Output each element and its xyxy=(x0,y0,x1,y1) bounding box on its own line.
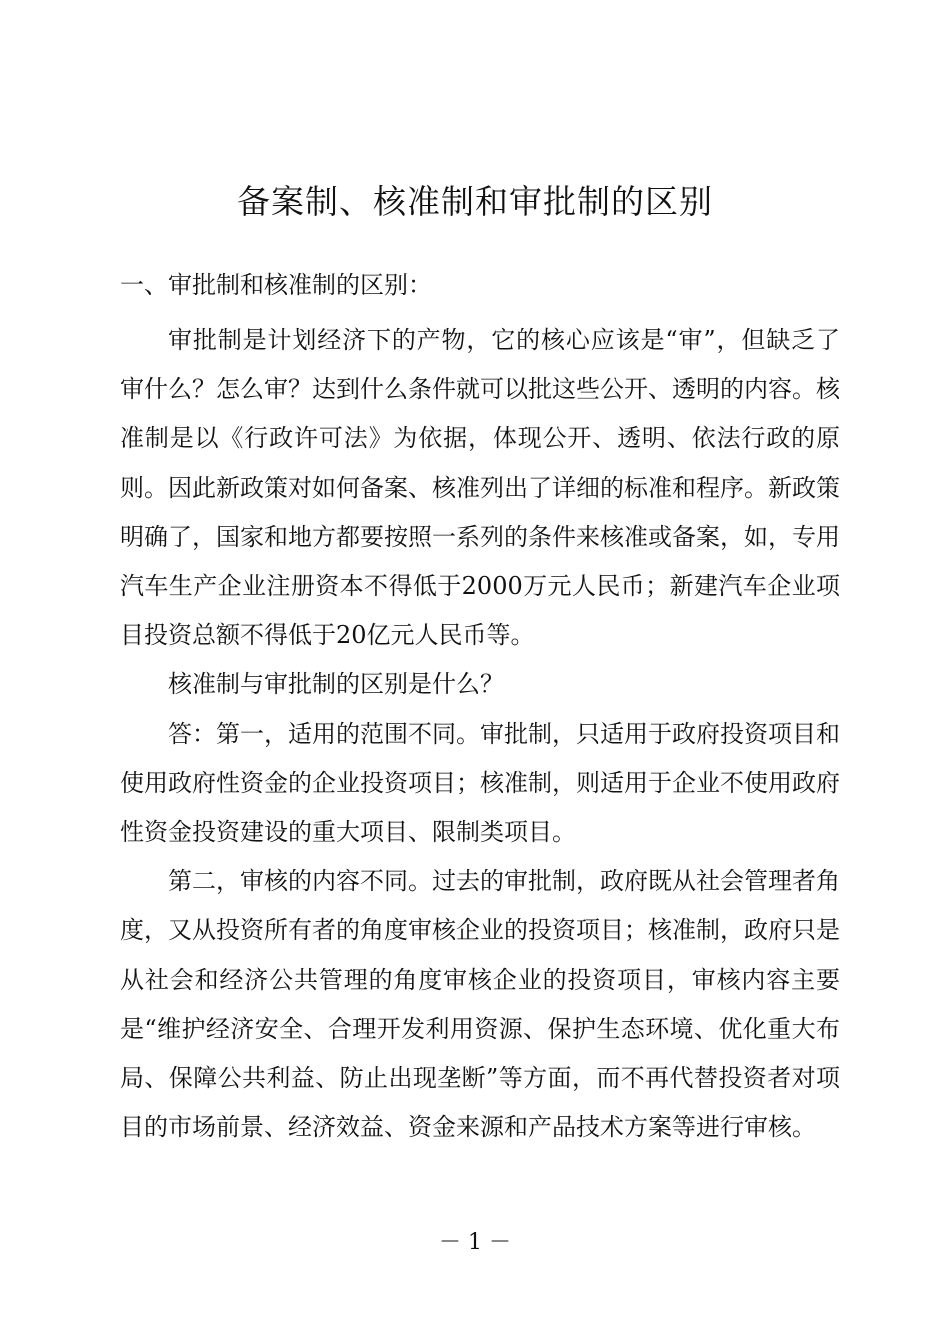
paragraph-answer-scope: 答：第一，适用的范围不同。审批制，只适用于政府投资项目和使用政府性资金的企业投资项目；核准制，则适用于企业不使用政府性资金投资建设的重大项目、限制类项目。 xyxy=(120,719,840,847)
document-title: 备案制、核准制和审批制的区别 xyxy=(237,182,713,222)
paragraph-answer-content: 第二，审核的内容不同。过去的审批制，政府既从社会管理者角度，又从投资所有者的角度审核企业的投资项目；核准制，政府只是从社会和经济公共管理的角度审核企业的投资项目，审核内容主要是“维护经济安全、合理开发利用资源、保护生态环境、优化重大布局、保障公共利益、防止出现垄断”等方面，而不再代替投资者对项目的市场前景、经济效益、资金来源和产品技术方案等进行审核。 xyxy=(120,867,840,1142)
paragraph-question: 核准制与审批制的区别是什么？ xyxy=(168,670,504,699)
section-heading: 一、审批制和核准制的区别： xyxy=(120,271,432,299)
document-body xyxy=(120,316,840,1152)
page-number: － 1 － xyxy=(439,1230,511,1255)
paragraph-approval-vs-verification: 审批制是计划经济下的产物，它的核心应该是“审”，但缺乏了审什么？怎么审？达到什么条件就可以批这些公开、透明的内容。核准制是以《行政许可法》为依据，体现公开、透明、依法行政的原则。因此新政策对如何备案、核准列出了详细的标准和程序。新政策明确了，国家和地方都要按照一系列的条件来核准或备案，如，专用汽车生产企业注册资本不得低于2000万元人民币；新建汽车企业项目投资总额不得低于20亿元人民币等。 xyxy=(120,326,840,650)
